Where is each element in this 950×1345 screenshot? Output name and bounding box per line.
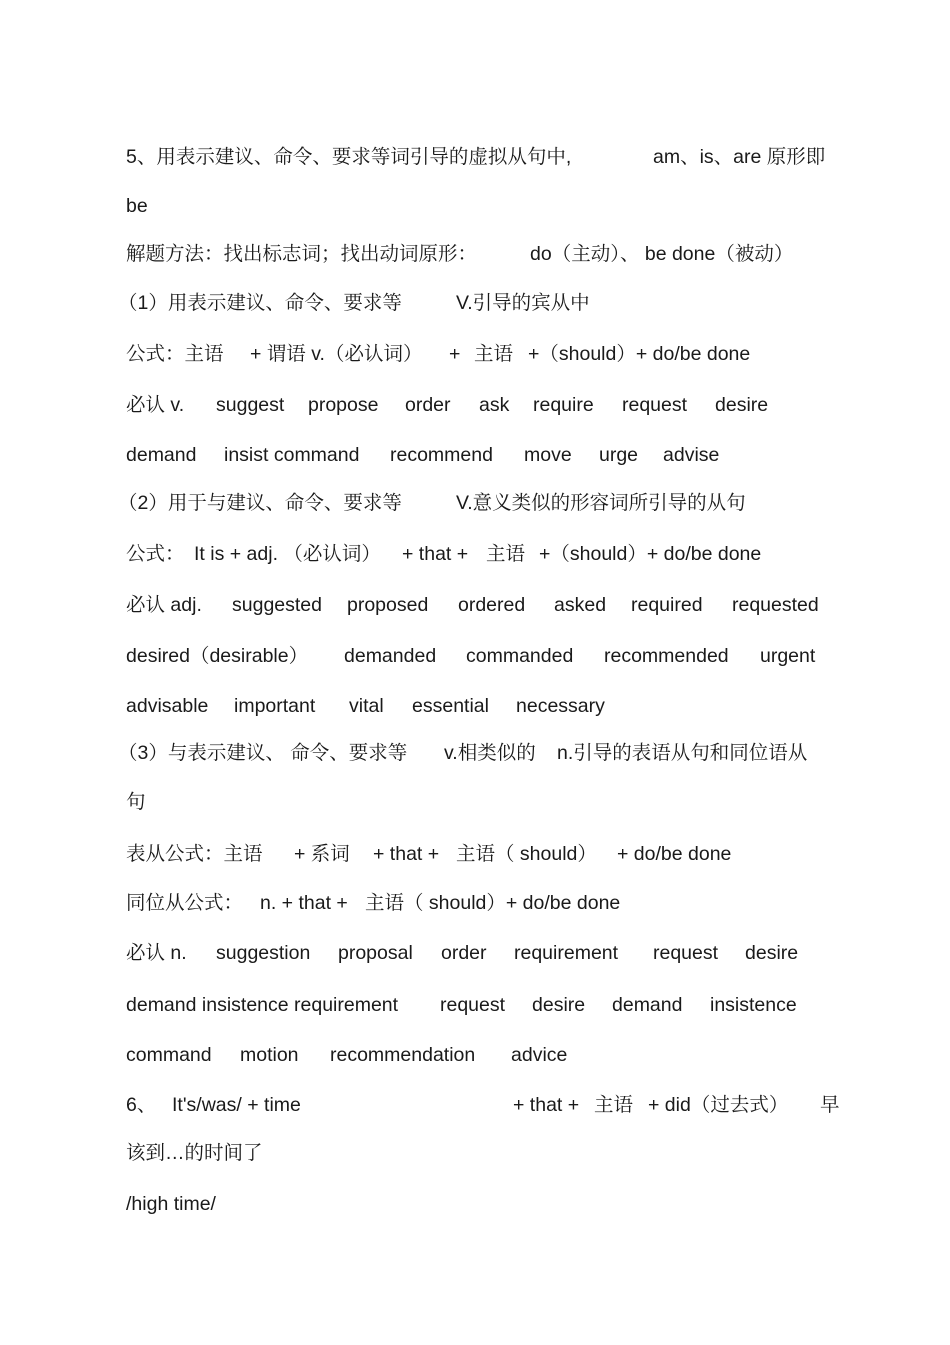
adj-word: vital (349, 695, 384, 717)
point1-title-end: V.引导的宾从中 (456, 292, 590, 314)
sec6-high-time-line (126, 1189, 840, 1219)
noun-word: request (440, 994, 506, 1016)
formula2-part-c: + that + (402, 543, 469, 565)
method-label: 解题方法：找出标志词；找出动词原形： (126, 243, 478, 265)
point1-line (118, 288, 840, 318)
verb-word: request (622, 394, 688, 416)
point1-title: （1）用表示建议、命令、要求等 (118, 292, 402, 314)
noun-word: insistence (710, 994, 797, 1016)
sec5-be-line (126, 191, 840, 221)
point3-title-end: n.引导的表语从句和同位语从 (557, 742, 808, 764)
noun-words-line-2 (126, 990, 840, 1020)
formula2-part-a: 公式： (126, 543, 185, 565)
formula4-part-c: 主语（ should）+ do/be done (365, 892, 621, 914)
formula4-line (126, 888, 840, 918)
verb-word: order (405, 394, 451, 416)
noun-word: demand (612, 994, 683, 1016)
adj-word: proposed (347, 594, 429, 616)
formula2-part-d: 主语 (486, 543, 526, 565)
verb-word: insist command (224, 444, 360, 466)
method-forms: do（主动）、 be done（被动） (530, 243, 794, 265)
point2-title-end: V.意义类似的形容词所引导的从句 (456, 492, 746, 514)
adj-word: advisable (126, 695, 209, 717)
adj-word: urgent (760, 645, 816, 667)
point3-title-cont: 句 (126, 791, 146, 813)
formula3-part-a: 表从公式：主语 (126, 843, 263, 865)
formula3-part-e: + do/be done (617, 843, 732, 865)
sec6-part-b: + that + (513, 1094, 580, 1116)
adj-words-line-1 (126, 590, 840, 620)
verb-word: desire (715, 394, 769, 416)
formula1-part-b: + 谓语 v.（必认词） (250, 343, 423, 365)
adj-word: important (234, 695, 316, 717)
formula4-part-a: 同位从公式： (126, 892, 244, 914)
point2-line (118, 488, 840, 518)
point3-title-mid: v.相类似的 (444, 742, 536, 764)
adj-words-line-2 (126, 641, 840, 671)
point2-title: （2）用于与建议、命令、要求等 (118, 492, 402, 514)
noun-word: requirement (514, 942, 619, 964)
adj-word: asked (554, 594, 607, 616)
adj-word: 必认 adj. (126, 594, 202, 616)
sec6-number: 6、 (126, 1094, 157, 1116)
noun-words-line-1 (126, 938, 840, 968)
noun-word: suggestion (216, 942, 311, 964)
adj-word: necessary (516, 695, 605, 717)
sec6-line (126, 1090, 840, 1120)
sec6-part-a: It's/was/ + time (172, 1094, 301, 1116)
adj-word: desired（desirable） (126, 645, 309, 667)
point3-title: （3）与表示建议、 命令、要求等 (118, 742, 408, 764)
adj-word: commanded (466, 645, 574, 667)
sec5-title-cn: 5、用表示建议、命令、要求等词引导的虚拟从句中, (126, 146, 572, 168)
formula1-part-d: 主语 (474, 343, 514, 365)
formula3-part-c: + that + (373, 843, 440, 865)
formula3-line (126, 839, 840, 869)
noun-word: advice (511, 1044, 568, 1066)
sec6-part-c: 主语 (594, 1094, 634, 1116)
sec6-cont-line (126, 1138, 840, 1168)
noun-word: recommendation (330, 1044, 476, 1066)
formula4-part-b: n. + that + (260, 892, 348, 914)
point3-cont-line (126, 787, 840, 817)
formula2-part-e: +（should）+ do/be done (539, 543, 762, 565)
noun-word: desire (745, 942, 799, 964)
verb-word: demand (126, 444, 197, 466)
adj-word: recommended (604, 645, 729, 667)
verb-word: recommend (390, 444, 493, 466)
verb-word: 必认 v. (126, 394, 185, 416)
formula2-line (126, 539, 840, 569)
noun-word: proposal (338, 942, 413, 964)
verb-words-line-2 (126, 440, 840, 470)
noun-word: command (126, 1044, 212, 1066)
verb-word: move (524, 444, 572, 466)
sec5-title-en: am、is、are 原形即 (653, 146, 826, 168)
verb-word: propose (308, 394, 379, 416)
noun-words-line-3 (126, 1040, 840, 1070)
formula2-part-b: It is + adj. （必认词） (194, 543, 381, 565)
formula1-part-c: + (449, 343, 461, 365)
formula3-part-b: + 系词 (294, 843, 350, 865)
adj-word: ordered (458, 594, 526, 616)
verb-word: advise (663, 444, 720, 466)
sec6-part-d: + did（过去式） (648, 1094, 789, 1116)
sec5-be: be (126, 195, 148, 217)
verb-word: suggest (216, 394, 285, 416)
formula3-part-d: 主语（ should） (456, 843, 597, 865)
adj-word: demanded (344, 645, 437, 667)
adj-word: requested (732, 594, 819, 616)
noun-word: demand insistence requirement (126, 994, 399, 1016)
noun-word: request (653, 942, 719, 964)
point3-line (118, 738, 840, 768)
sec6-meaning: 该到…的时间了 (126, 1142, 263, 1164)
noun-word: 必认 n. (126, 942, 187, 964)
noun-word: order (441, 942, 487, 964)
verb-words-line-1 (126, 390, 840, 420)
formula1-part-a: 公式：主语 (126, 343, 224, 365)
sec6-part-e: 早 (820, 1094, 840, 1116)
method-line (126, 239, 840, 269)
formula1-part-e: +（should）+ do/be done (528, 343, 751, 365)
verb-word: ask (479, 394, 510, 416)
adj-word: suggested (232, 594, 322, 616)
sec6-high-time: /high time/ (126, 1193, 216, 1215)
adj-word: essential (412, 695, 489, 717)
verb-word: urge (599, 444, 639, 466)
adj-words-line-3 (126, 691, 840, 721)
noun-word: desire (532, 994, 586, 1016)
adj-word: required (631, 594, 703, 616)
formula1-line (126, 339, 840, 369)
sec5-title-line (126, 142, 840, 172)
verb-word: require (533, 394, 594, 416)
noun-word: motion (240, 1044, 299, 1066)
